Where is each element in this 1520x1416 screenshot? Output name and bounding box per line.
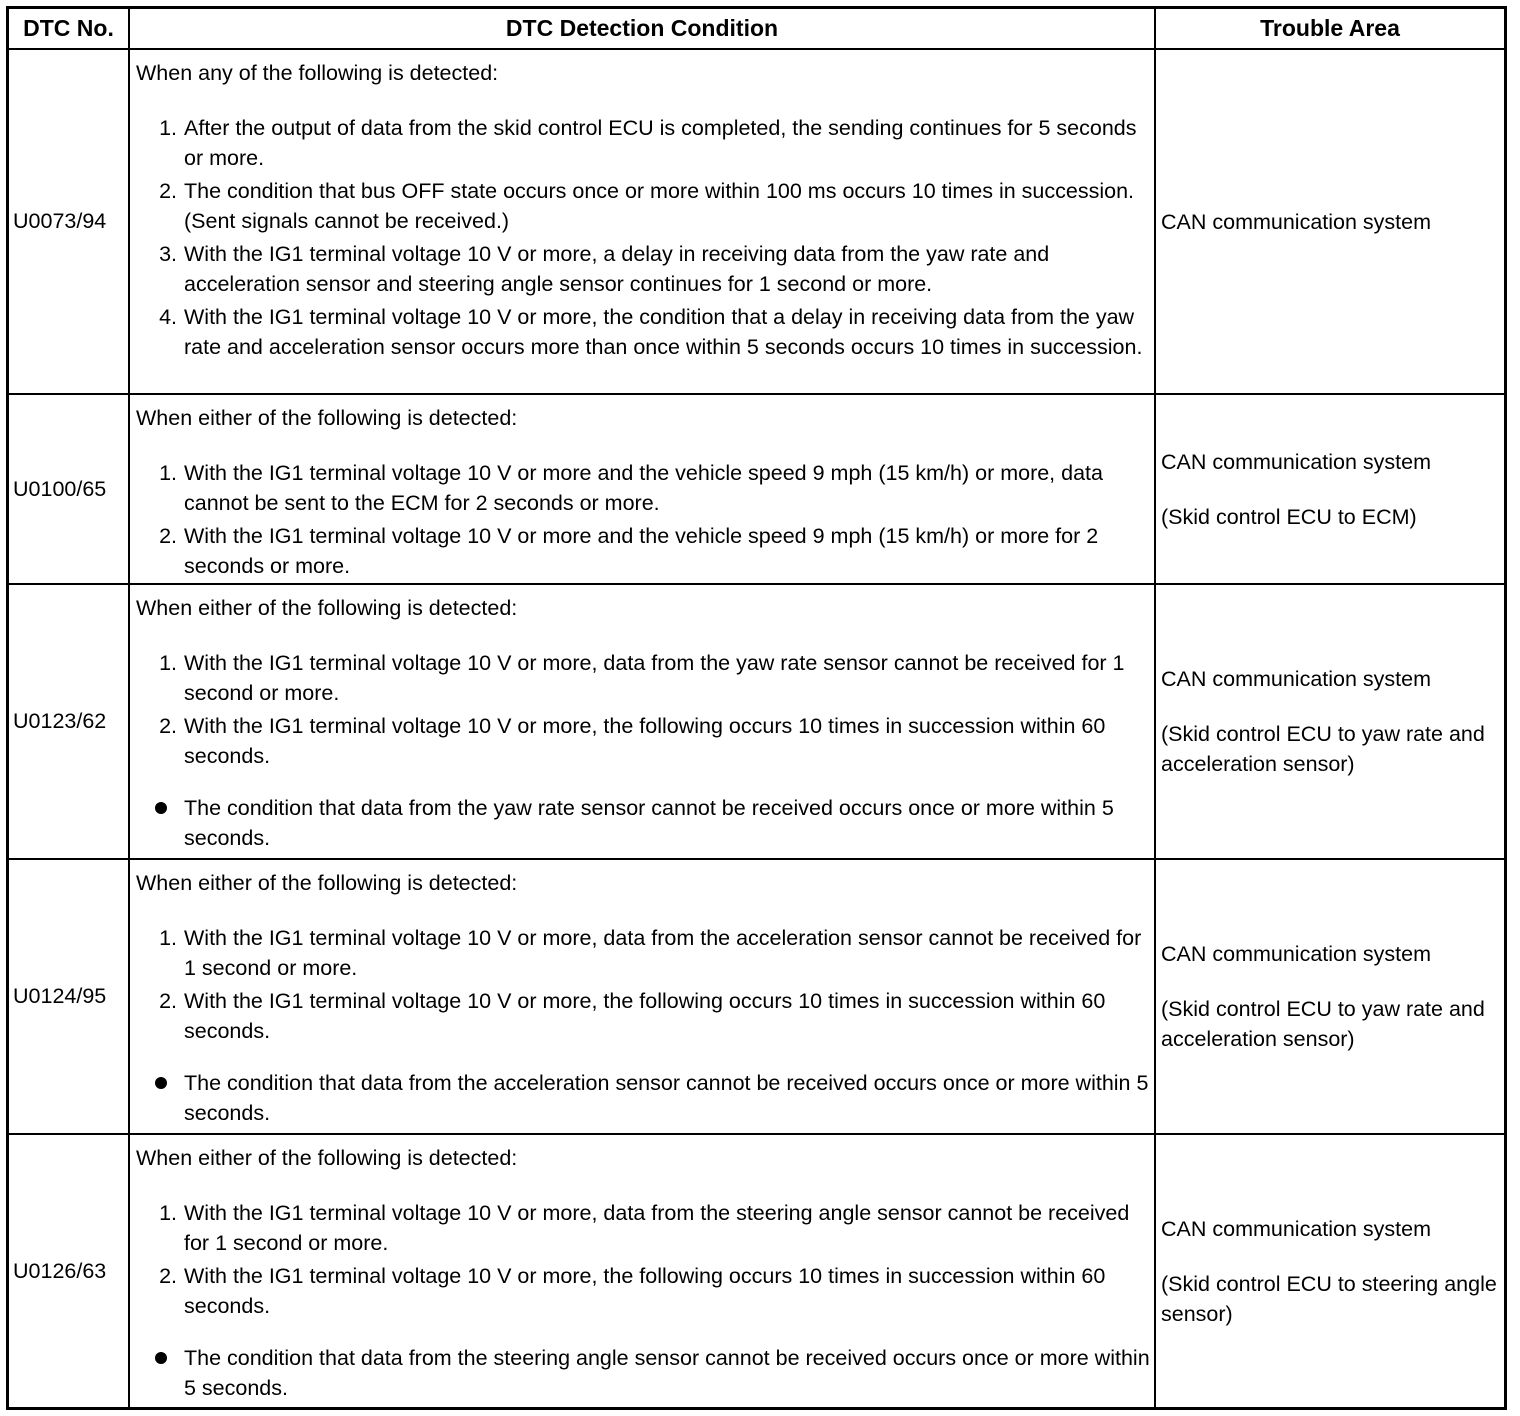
trouble-area-main: CAN communication system (1161, 209, 1432, 234)
item-text: With the IG1 terminal voltage 10 V or more, data from the yaw rate sensor cannot be received for 1 second or more. (184, 651, 1125, 705)
condition-item (136, 302, 1150, 362)
condition-item (136, 648, 1150, 708)
trouble-area-detail: (Skid control ECU to yaw rate and acceleration sensor) (1161, 722, 1485, 776)
item-number: 1. (159, 116, 177, 140)
dtc-code: U0126/63 (13, 1258, 107, 1283)
trouble-area-main: CAN communication system (1161, 1216, 1432, 1241)
condition-intro: When any of the following is detected: (136, 61, 499, 85)
item-number: 1. (159, 926, 177, 950)
table-row (9, 48, 1504, 393)
condition-item (136, 176, 1150, 236)
item-number: 3. (159, 242, 177, 266)
detection-condition (128, 860, 1154, 1133)
table-row (9, 393, 1504, 583)
item-number: 2. (159, 1264, 177, 1288)
item-number: 2. (159, 179, 177, 203)
condition-bullet (136, 1343, 1150, 1403)
condition-item (136, 1261, 1150, 1321)
item-text: With the IG1 terminal voltage 10 V or more, the following occurs 10 times in succession within 60 seconds. (184, 1264, 1106, 1318)
condition-bullet (136, 793, 1150, 853)
condition-bullet (136, 1068, 1150, 1128)
condition-item (136, 458, 1150, 518)
item-number: 2. (159, 714, 177, 738)
item-text: With the IG1 terminal voltage 10 V or more and the vehicle speed 9 mph (15 km/h) or more for 2 seconds or more. (184, 524, 1099, 578)
condition-intro: When either of the following is detected: (136, 871, 518, 895)
detection-condition (128, 50, 1154, 393)
item-number: 1. (159, 1201, 177, 1225)
header-detection-condition: DTC Detection Condition (128, 9, 1154, 48)
trouble-area (1154, 395, 1504, 583)
condition-item (136, 239, 1150, 299)
condition-intro: When either of the following is detected: (136, 596, 518, 620)
item-number: 2. (159, 989, 177, 1013)
item-text: After the output of data from the skid control ECU is completed, the sending continues for 5 seconds or more. (184, 116, 1137, 170)
detection-condition (128, 1135, 1154, 1407)
condition-item (136, 113, 1150, 173)
detection-condition (128, 585, 1154, 858)
condition-item (136, 711, 1150, 771)
condition-item (136, 521, 1150, 581)
item-text: With the IG1 terminal voltage 10 V or more, data from the steering angle sensor cannot be received for 1 second or more. (184, 1201, 1130, 1255)
condition-item (136, 923, 1150, 983)
item-text: With the IG1 terminal voltage 10 V or more, the following occurs 10 times in succession within 60 seconds. (184, 989, 1106, 1043)
trouble-area-main: CAN communication system (1161, 449, 1432, 474)
item-text: The condition that bus OFF state occurs once or more within 100 ms occurs 10 times in succession. (Sent signals cannot be received.) (184, 179, 1134, 233)
condition-item (136, 986, 1150, 1046)
dtc-table (6, 6, 1507, 1410)
item-text: With the IG1 terminal voltage 10 V or more, a delay in receiving data from the yaw rate and acceleration sensor and steering angle sensor continues for 1 second or more. (184, 242, 1050, 296)
trouble-area (1154, 50, 1504, 393)
item-number: 1. (159, 461, 177, 485)
condition-intro: When either of the following is detected: (136, 406, 518, 430)
condition-intro: When either of the following is detected: (136, 1146, 518, 1170)
trouble-area-main: CAN communication system (1161, 942, 1432, 966)
table-header-row (9, 9, 1504, 48)
header-dtc-no: DTC No. (23, 15, 114, 41)
bullet-dot-icon (136, 1068, 184, 1128)
bullet-dot-icon (136, 1343, 184, 1403)
trouble-area (1154, 1135, 1504, 1407)
table-row (9, 583, 1504, 858)
item-text: With the IG1 terminal voltage 10 V or more, data from the acceleration sensor cannot be received for 1 second or more. (184, 926, 1142, 980)
bullet-text: The condition that data from the yaw rate sensor cannot be received occurs once or more within 5 seconds. (184, 796, 1114, 850)
item-number: 4. (159, 305, 177, 329)
bullet-text: The condition that data from the steering angle sensor cannot be received occurs once or more within 5 seconds. (184, 1346, 1150, 1400)
dtc-code: U0124/95 (13, 984, 107, 1008)
condition-item (136, 1198, 1150, 1258)
table-row (9, 1133, 1504, 1407)
trouble-area-main: CAN communication system (1161, 667, 1432, 691)
item-text: With the IG1 terminal voltage 10 V or more, the condition that a delay in receiving data from the yaw rate and acceleration sensor occurs more than once within 5 seconds occurs 10 times in succession. (184, 305, 1143, 359)
trouble-area (1154, 860, 1504, 1133)
header-trouble-area: Trouble Area (1154, 9, 1504, 48)
bullet-text: The condition that data from the acceleration sensor cannot be received occurs once or more within 5 seconds. (184, 1071, 1149, 1125)
trouble-area (1154, 585, 1504, 858)
item-number: 1. (159, 651, 177, 675)
item-text: With the IG1 terminal voltage 10 V or more and the vehicle speed 9 mph (15 km/h) or more, data cannot be sent to the ECM for 2 seconds or more. (184, 461, 1103, 515)
trouble-area-detail: (Skid control ECU to ECM) (1161, 504, 1417, 529)
trouble-area-detail: (Skid control ECU to yaw rate and acceleration sensor) (1161, 997, 1485, 1051)
dtc-code: U0100/65 (13, 476, 107, 501)
dtc-code: U0123/62 (13, 709, 107, 733)
detection-condition (128, 395, 1154, 583)
item-text: With the IG1 terminal voltage 10 V or more, the following occurs 10 times in succession within 60 seconds. (184, 714, 1106, 768)
bullet-dot-icon (136, 793, 184, 853)
dtc-code: U0073/94 (13, 209, 107, 233)
trouble-area-detail: (Skid control ECU to steering angle sensor) (1161, 1271, 1497, 1326)
table-row (9, 858, 1504, 1133)
item-number: 2. (159, 524, 177, 548)
